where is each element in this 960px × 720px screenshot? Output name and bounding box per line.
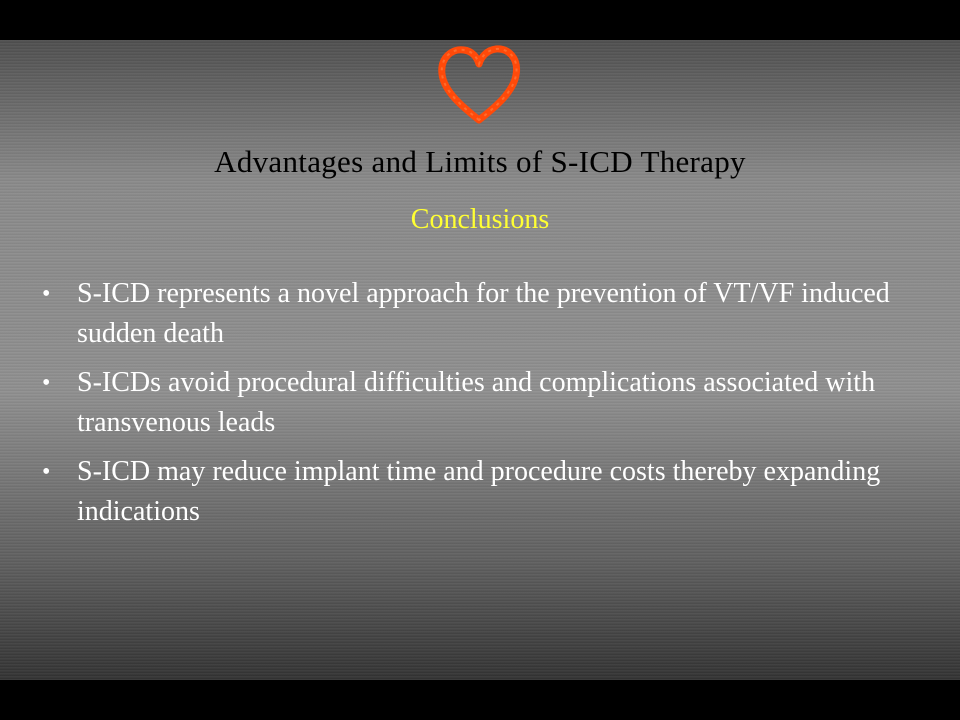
bullet-list [40,274,900,541]
slide-subtitle: Conclusions [410,204,550,235]
letterbox-top [0,0,960,40]
slide-title: Advantages and Limits of S-ICD Therapy [214,144,746,179]
bullet-text: S-ICDs avoid procedural difficulties and complications associated with transvenous leads [77,367,876,438]
bullet-text: S-ICD represents a novel approach for the prevention of VT/VF induced sudden death [77,278,890,349]
bullet-text: S-ICD may reduce implant time and procedure costs thereby expanding indications [77,456,881,527]
bullet-item [40,274,900,354]
bullet-marker: • [42,281,51,307]
bullet-item [40,363,900,443]
bullet-marker: • [42,370,51,396]
slide [0,40,960,680]
bullet-marker: • [42,459,51,485]
heart-outline-icon [434,44,524,126]
letterbox-bottom [0,680,960,720]
bullet-item [40,452,900,532]
